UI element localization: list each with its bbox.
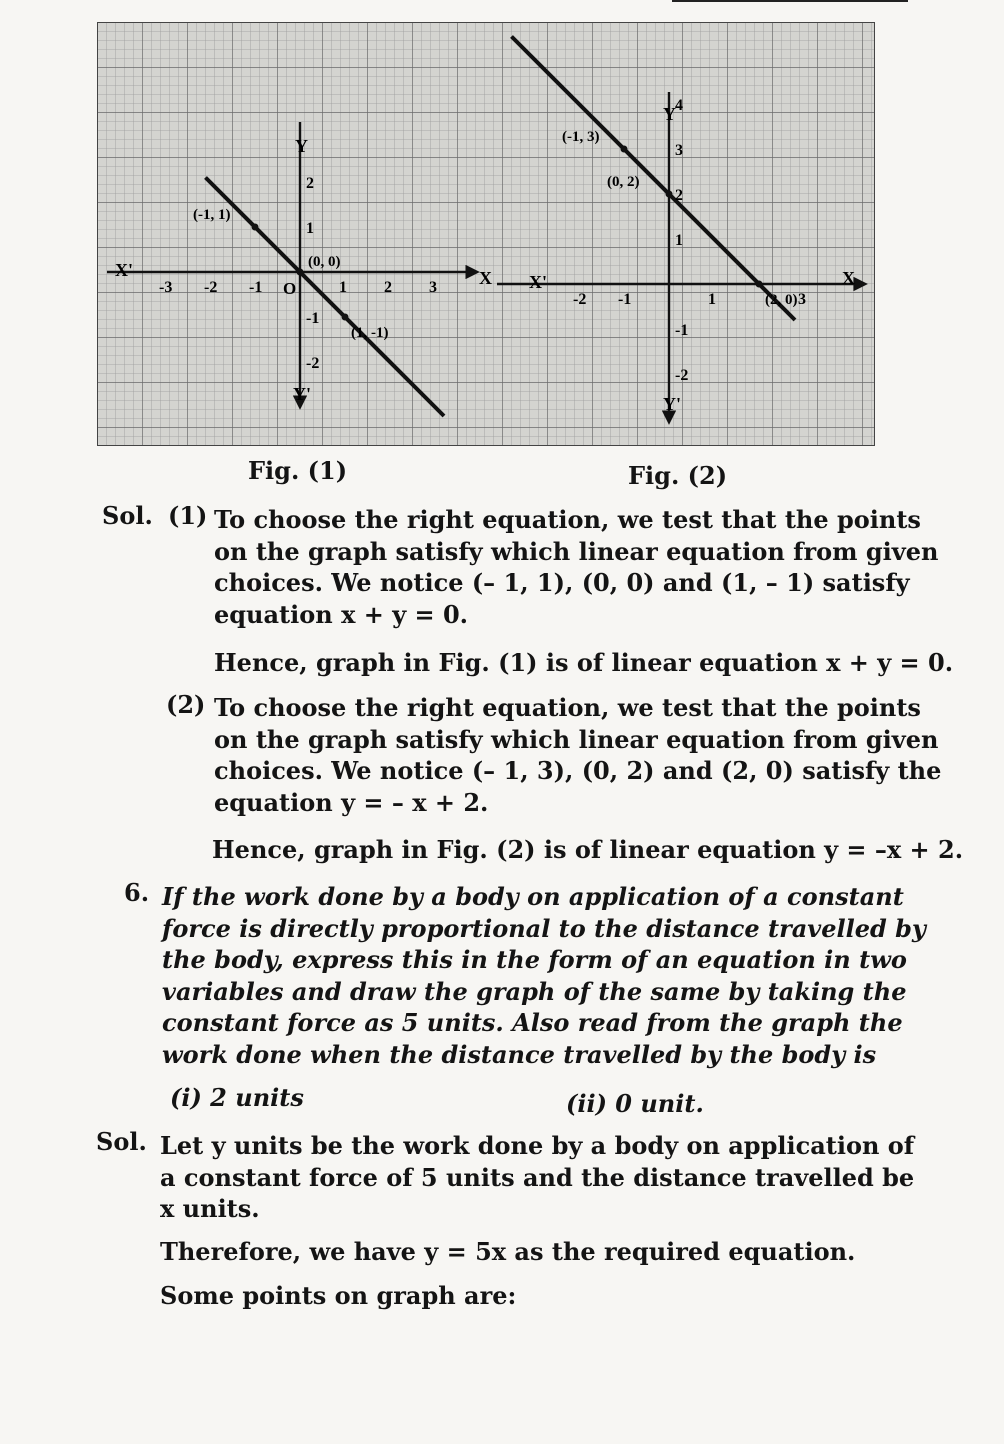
fig2-point xyxy=(756,281,763,288)
fig2-y-tick-label: 1 xyxy=(675,232,683,249)
fig2-x-label: X xyxy=(842,268,855,288)
sol2-line: Let y units be the work done by a body on application of xyxy=(160,1131,915,1160)
sol1-part2-line: To choose the right equation, we test that the points xyxy=(214,693,921,722)
sol1-part2-line: equation y = – x + 2. xyxy=(214,787,489,817)
sol1-part2-line: choices. We notice (– 1, 3), (0, 2) and (2, 0) satisfy the xyxy=(214,756,942,785)
sol1-part1-line: on the graph satisfy which linear equation from given xyxy=(214,536,939,566)
fig2-y-tick-label: 3 xyxy=(675,142,683,159)
sol1-part1-conclusion: Hence, graph in Fig. (1) is of linear equation x + y = 0. xyxy=(214,648,954,677)
fig1-point-label: (1, -1) xyxy=(351,325,389,341)
fig2-caption: Fig. (2) xyxy=(628,461,728,490)
fig1-y-label: Y xyxy=(295,136,308,156)
fig1-origin-label: O xyxy=(283,279,297,298)
fig2-point-label: (0, 2) xyxy=(607,174,640,190)
fig2-point xyxy=(666,191,673,198)
q6-option-i: (i) 2 units xyxy=(170,1083,304,1112)
sol2-text xyxy=(160,1130,914,1225)
fig1-point-label: (-1, 1) xyxy=(193,207,231,223)
fig1-y-tick-label: -1 xyxy=(306,310,320,327)
fig1-y-tick-label: 1 xyxy=(306,220,314,237)
fig2-x-tick-label: 1 xyxy=(708,291,716,308)
fig1-x-tick-label: 2 xyxy=(384,279,392,296)
sol2-line: a constant force of 5 units and the distance travelled be xyxy=(160,1162,915,1192)
sol1-part1-line: equation x + y = 0. xyxy=(214,599,469,629)
top-rule xyxy=(672,0,908,2)
fig2-y-label: Y xyxy=(663,104,676,124)
q6-line: force is directly proportional to the distance travelled by xyxy=(162,913,926,943)
fig2-x-tick-label: 3 xyxy=(798,291,806,308)
fig1-x-tick-label: -2 xyxy=(204,279,218,296)
fig1-x-label: X xyxy=(479,268,492,288)
fig1-point xyxy=(252,224,259,231)
sol1-part1-number: (1) xyxy=(168,501,208,530)
fig2-x-neg-label: X' xyxy=(529,272,547,292)
sol2-some-points: Some points on graph are: xyxy=(160,1281,517,1310)
fig1-y-neg-label: Y' xyxy=(293,384,311,404)
fig2-x-tick-label: -2 xyxy=(573,291,587,308)
q6-number: 6. xyxy=(124,878,150,907)
fig1-x-neg-label: X' xyxy=(115,260,133,280)
sol1-part1-line: choices. We notice (– 1, 1), (0, 0) and (1, – 1) satisfy xyxy=(214,568,910,597)
fig2-y-tick-label: 2 xyxy=(675,187,683,204)
fig1-caption: Fig. (1) xyxy=(248,456,348,485)
q6-line: If the work done by a body on application of a constant xyxy=(162,882,904,911)
q6-text xyxy=(162,881,926,1070)
fig2-point-label: (-1, 3) xyxy=(562,129,600,145)
sol1-part1-line: To choose the right equation, we test that the points xyxy=(214,505,921,534)
q6-option-ii: (ii) 0 unit. xyxy=(566,1089,704,1118)
fig2-x-tick-label: -1 xyxy=(618,291,632,308)
sol2-line: x units. xyxy=(160,1194,260,1223)
fig1-y-tick-label: -2 xyxy=(306,355,320,372)
graph-figures xyxy=(97,22,875,446)
fig1-y-tick-label: 2 xyxy=(306,175,314,192)
sol1-label: Sol. xyxy=(102,501,153,530)
fig1-point xyxy=(342,314,349,321)
sol1-part2-text xyxy=(214,692,941,818)
fig1-x-tick-label: -3 xyxy=(159,279,173,296)
sol1-part2-number: (2) xyxy=(166,690,206,719)
fig2-y-tick-label: -1 xyxy=(675,322,689,339)
sol2-label: Sol. xyxy=(96,1127,147,1156)
q6-line: the body, express this in the form of an equation in two xyxy=(162,945,907,974)
q6-line: variables and draw the graph of the same by taking the xyxy=(162,976,907,1006)
fig2-y-neg-label: Y' xyxy=(663,394,681,414)
fig2-point-label: (2, 0) xyxy=(765,292,798,308)
fig1-point-label: (0, 0) xyxy=(308,254,341,270)
fig1-point xyxy=(297,269,304,276)
q6-line: work done when the distance travelled by the body is xyxy=(162,1039,877,1069)
sol2-therefore: Therefore, we have y = 5x as the required equation. xyxy=(160,1237,856,1266)
fig2-point xyxy=(621,146,628,153)
fig1-x-tick-label: 3 xyxy=(429,279,437,296)
fig1-x-tick-label: -1 xyxy=(249,279,263,296)
sol1-part2-conclusion: Hence, graph in Fig. (2) is of linear equation y = –x + 2. xyxy=(212,835,964,864)
fig2-y-tick-label: -2 xyxy=(675,367,689,384)
sol1-part2-line: on the graph satisfy which linear equation from given xyxy=(214,724,939,754)
fig1-x-tick-label: 1 xyxy=(339,279,347,296)
sol1-part1-text xyxy=(214,504,938,630)
q6-line: constant force as 5 units. Also read from the graph the xyxy=(162,1008,903,1037)
fig2-y-tick-label: 4 xyxy=(675,97,683,114)
